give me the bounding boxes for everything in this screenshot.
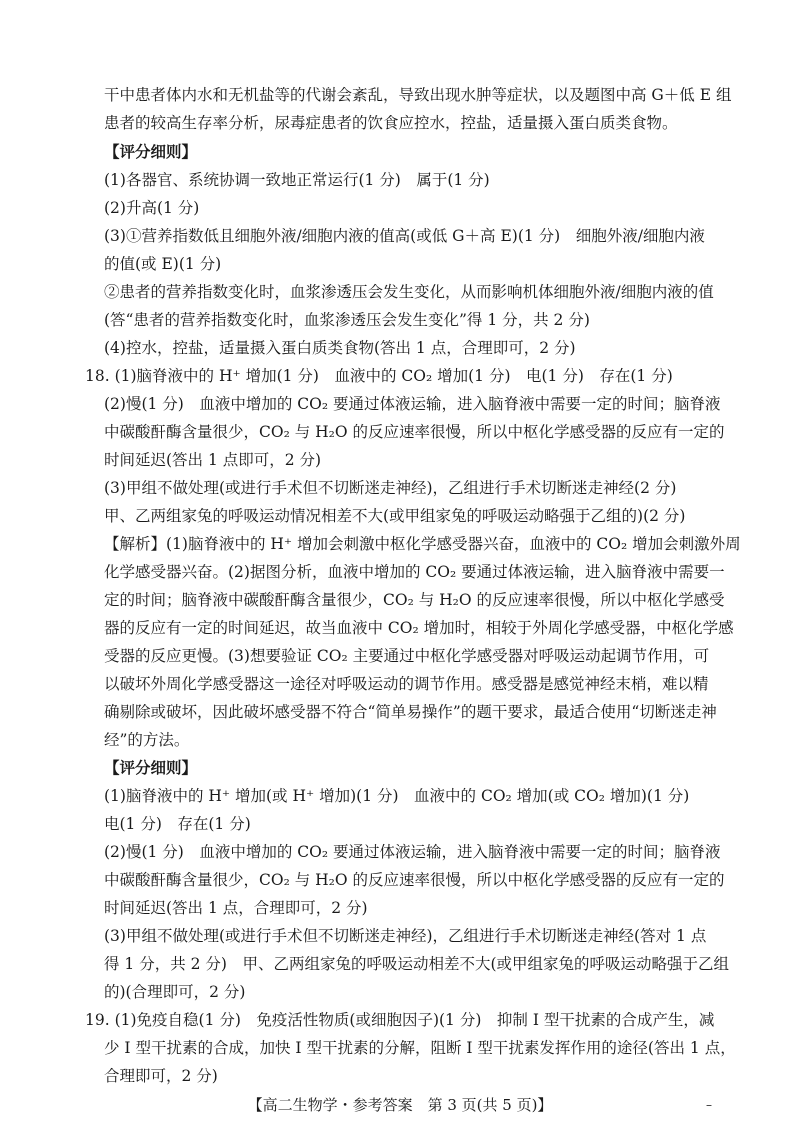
- text-line: 器的反应有一定的时间延迟，故当血液中 CO₂ 增加时，相较于外周化学感受器，中枢化学感: [104, 619, 734, 637]
- text-line: 少 Ⅰ 型干扰素的合成，加快 Ⅰ 型干扰素的分解，阻断 Ⅰ 型干扰素发挥作用的途径(答出 1 点，: [104, 1039, 736, 1057]
- question-19: 19. (1)免疫自稳(1 分) 免疫活性物质(或细胞因子)(1 分) 抑制 Ⅰ 型干扰素的合成产生，减: [85, 1011, 715, 1029]
- text-line: (4)控水，控盐，适量摄入蛋白质类食物(答出 1 点，合理即可，2 分): [104, 339, 576, 357]
- text-line: (3)甲组不做处理(或进行手术但不切断迷走神经)，乙组进行手术切断迷走神经(2 分): [104, 479, 677, 497]
- footer-mark: –: [706, 1098, 712, 1112]
- text-line: (答“患者的营养指数变化时，血浆渗透压会发生变化”得 1 分，共 2 分): [104, 311, 590, 329]
- text-line: 中碳酸酐酶含量很少，CO₂ 与 H₂O 的反应速率很慢，所以中枢化学感受器的反应有一定的: [104, 423, 725, 441]
- text-line: (1)脑脊液中的 H⁺ 增加(或 H⁺ 增加)(1 分) 血液中的 CO₂ 增加(或 CO₂ 增加)(1 分): [104, 787, 690, 805]
- text-line: 定的时间；脑脊液中碳酸酐酶含量很少，CO₂ 与 H₂O 的反应速率很慢，所以中枢化学感受: [104, 591, 725, 609]
- text-line: 合理即可，2 分): [104, 1067, 218, 1085]
- text-line: (2)慢(1 分) 血液中增加的 CO₂ 要通过体液运输，进入脑脊液中需要一定的时间；脑脊液: [104, 843, 721, 861]
- text-line: 化学感受器兴奋。(2)据图分析，血液中增加的 CO₂ 要通过体液运输，进入脑脊液中需要一: [104, 563, 725, 581]
- question-18: 18. (1)脑脊液中的 H⁺ 增加(1 分) 血液中的 CO₂ 增加(1 分) 电(1 分) 存在(1 分): [85, 367, 673, 385]
- text-line: 以破坏外周化学感受器这一途径对呼吸运动的调节作用。感受器是感觉神经末梢，难以精: [104, 675, 709, 693]
- text-line: (2)慢(1 分) 血液中增加的 CO₂ 要通过体液运输，进入脑脊液中需要一定的时间；脑脊液: [104, 395, 721, 413]
- text-line: 患者的较高生存率分析，尿毒症患者的饮食应控水，控盐，适量摄入蛋白质类食物。: [104, 114, 678, 132]
- text-line: 经”的方法。: [104, 731, 190, 749]
- text-line: 的值(或 E)(1 分): [104, 255, 222, 273]
- text-line: ②患者的营养指数变化时，血浆渗透压会发生变化，从而影响机体细胞外液/细胞内液的值: [104, 283, 714, 301]
- analysis-line: 【解析】(1)脑脊液中的 H⁺ 增加会刺激中枢化学感受器兴奋，血液中的 CO₂ 增加会刺激外周: [104, 535, 741, 553]
- text-line: (2)升高(1 分): [104, 199, 200, 217]
- text-line: 受器的反应更慢。(3)想要验证 CO₂ 主要通过中枢化学感受器对呼吸运动起调节作用，可: [104, 647, 710, 665]
- text-line: (3)甲组不做处理(或进行手术但不切断迷走神经)，乙组进行手术切断迷走神经(答对 1 点: [104, 927, 707, 945]
- text-line: 时间延迟(答出 1 点即可，2 分): [104, 451, 322, 469]
- text-line: 得 1 分，共 2 分) 甲、乙两组家兔的呼吸运动相差不大(或甲组家兔的呼吸运动略强于乙组: [104, 955, 730, 973]
- text-line: (3)①营养指数低且细胞外液/细胞内液的值高(或低 G＋高 E)(1 分) 细胞外液/细胞内液: [104, 227, 705, 245]
- text-line: 确剔除或破坏，因此破坏感受器不符合“简单易操作”的题干要求，最适合使用“切断迷走神: [104, 703, 717, 721]
- text-line: 干中患者体内水和无机盐等的代谢会紊乱，导致出现水肿等症状，以及题图中高 G＋低 E 组: [104, 86, 732, 104]
- page-footer: 【高二生物学・参考答案 第 3 页(共 5 页)】: [247, 1096, 553, 1114]
- text-line: 时间延迟(答出 1 点，合理即可，2 分): [104, 899, 368, 917]
- text-line: (1)各器官、系统协调一致地正常运行(1 分) 属于(1 分): [104, 171, 490, 189]
- text-line: 的)(合理即可，2 分): [104, 983, 246, 1001]
- text-line: 甲、乙两组家兔的呼吸运动情况相差不大(或甲组家兔的呼吸运动略强于乙组的)(2 分): [104, 507, 686, 525]
- text-line: 中碳酸酐酶含量很少，CO₂ 与 H₂O 的反应速率很慢，所以中枢化学感受器的反应有一定的: [104, 871, 725, 889]
- text-line: 电(1 分) 存在(1 分): [104, 815, 251, 833]
- section-heading: 【评分细则】: [104, 142, 198, 161]
- section-heading: 【评分细则】: [104, 758, 198, 777]
